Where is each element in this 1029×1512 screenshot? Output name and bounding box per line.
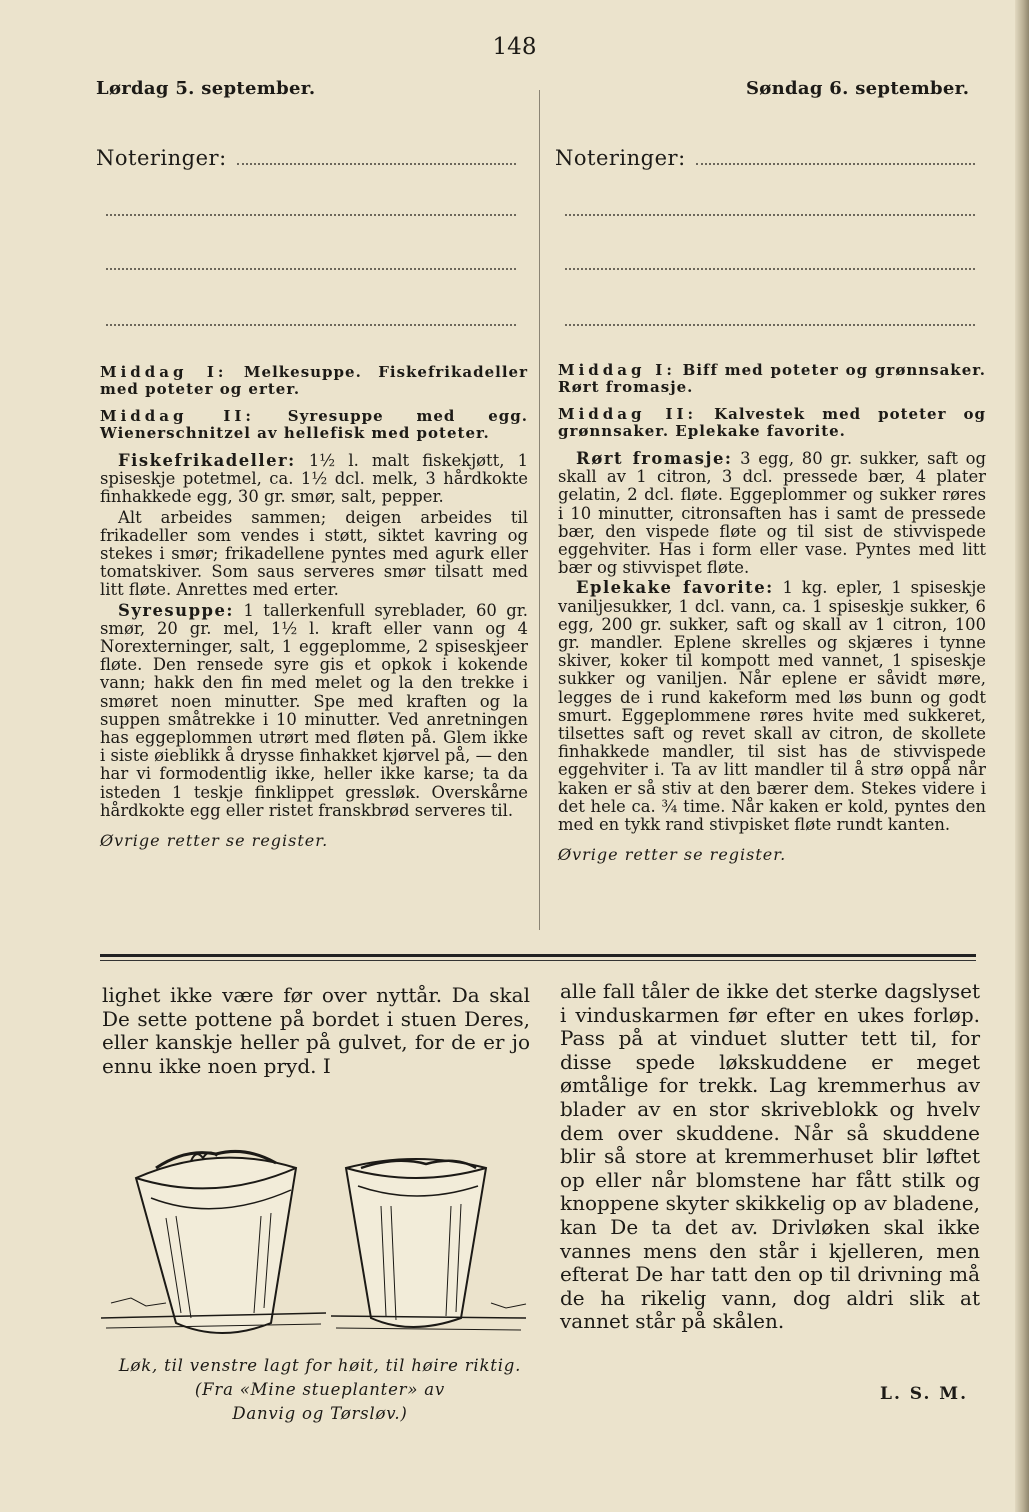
recipe-paragraph: Fiskefrikadeller: 1½ l. malt fiskekjøtt, 1 spiseskje potetmel, ca. 1½ dcl. melk, 3 hårdkokte finhakkede egg, 30 gr. smør, salt, pepper. [100,451,528,507]
column-divider [539,90,540,930]
see-register-note: Øvrige retter se register. [558,845,787,865]
notes-dotted-line [565,212,975,216]
left-notes-label: Noteringer: [96,146,227,170]
right-recipes [558,362,986,864]
article-right-column: alle fall tåler de ikke det sterke dagslyset i vinduskarmen før efter en ukes forløp. Pass på at vinduet slutter tett til, for disse spede løkskuddene er meget ømtålige for trekk. Lag kremmerhus av blader av en stor skriveblokk og hvelv dem over skuddene. Når så skuddene blir så store at kremmerhuset blir løftet op eller når blomstene har fått stilk og knoppene skyter skikkelig op av bladene, kan De ta det av. Drivløken skal ikke vannes mens den står i kjelleren, men efterat De har tatt den op til drivning må de ha rikelig vann, dog aldri slik at vannet står på skålen. [560,979,980,1334]
notes-dotted-line [696,149,975,165]
right-day-date: Søndag 6. september. [746,78,970,99]
menu-line: Middag II: Syresuppe med egg. Wienerschnitzel av hellefisk med poteter. [100,407,528,442]
section-rule [100,954,976,957]
onion-pots-illustration [96,1128,536,1353]
menu-line: Middag I: Biff med poteter og grønnsaker. Rørt fromasje. [558,361,986,396]
notes-dotted-line [565,322,975,326]
recipe-paragraph: Rørt fromasje: 3 egg, 80 gr. sukker, saft og skall av 1 citron, 3 dcl. pressede bær, 4 plater gelatin, 2 dcl. fløte. Eggeplommer og sukker røres i 10 minutter, citronsaften has i samt de pressede bær, den vispede fløte og til sist de stivvispede eggehviter. Has i form eller vase. Pyntes med litt bær og stivvispet fløte. [558,449,986,578]
author-signature: L. S. M. [880,1384,969,1404]
left-day-date: Lørdag 5. september. [96,78,316,99]
notes-dotted-line [106,212,516,216]
see-register-note: Øvrige retter se register. [100,831,329,851]
book-spine-shadow [1015,0,1029,1512]
left-notes-section [96,146,516,326]
left-recipes [100,364,528,850]
right-notes-section [555,146,975,326]
right-notes-label: Noteringer: [555,146,686,170]
notes-dotted-line [106,322,516,326]
menu-line: Middag I: Melkesuppe. Fiskefrikadeller med poteter og erter. [100,363,528,398]
section-rule [100,960,976,961]
menu-line: Middag II: Kalvestek med poteter og grønnsaker. Eplekake favorite. [558,405,986,440]
article-left-column: lighet ikke være før over nyttår. Da skal De sette pottene på bordet i stuen Deres, eller kanskje heller på gulvet, for de er jo ennu ikke noen pryd. I [102,983,530,1078]
recipe-paragraph: Alt arbeides sammen; deigen arbeides til frikadeller som vendes i støtt, siktet kavring og stekes i smør; frikadellene pyntes med agurk eller tomatskiver. Som saus serveres smør tilsatt med litt fløte. Anrettes med erter. [100,507,528,600]
page-number: 148 [492,34,537,60]
illustration-caption: Løk, til venstre lagt for høit, til høire riktig. (Fra «Mine stueplanter» av Danvig og Tørsløv.) [118,1356,522,1423]
recipe-paragraph: Syresuppe: 1 tallerkenfull syreblader, 60 gr. smør, 20 gr. mel, 1½ l. kraft eller vann og 4 Norexterninger, salt, 1 eggeplomme, 2 spiseskjeer fløte. Den rensede syre gis et opkok i kokende vann; hakk den fin med melet og la den trekke i smøret noen minutter. Spe med kraften og la suppen småtrekke i 10 minutter. Ved anretningen has eggeplommen utrørt med fløten på. Glem ikke i siste øieblikk å drysse finhakket kjørvel på, — den har vi formodentlig ikke, heller ikke karse; ta da isteden 1 teskje finklippet gressløk. Overskårne hårdkokte egg eller ristet franskbrød serveres til. [100,600,528,820]
notes-dotted-line [565,266,975,270]
notes-dotted-line [106,266,516,270]
notes-dotted-line [237,149,516,165]
recipe-paragraph: Eplekake favorite: 1 kg. epler, 1 spiseskje vaniljesukker, 1 dcl. vann, ca. 1 spiseskje sukker, 6 egg, 200 gr. sukker, saft og skall av 1 citron, 100 gr. mandler. Eplene skrelles og skjæres i tynne skiver, koker til kompott med vannet, 1 spiseskje sukker og vaniljen. Når eplene er såvidt møre, legges de i rund kakeform med løs bunn og godt smurt. Eggeplommene røres hvite med sukkeret, tilsettes saft og revet skall av citron, de skollete finhakkede mandler, til sist has de stivvispede eggehviter i. Ta av litt mandler til å strø oppå når kaken er så stiv at den bærer dem. Stekes videre i det hele ca. ¾ time. Når kaken er kold, pyntes den med en tykk rand stivpisket fløte rundt kanten. [558,578,986,835]
